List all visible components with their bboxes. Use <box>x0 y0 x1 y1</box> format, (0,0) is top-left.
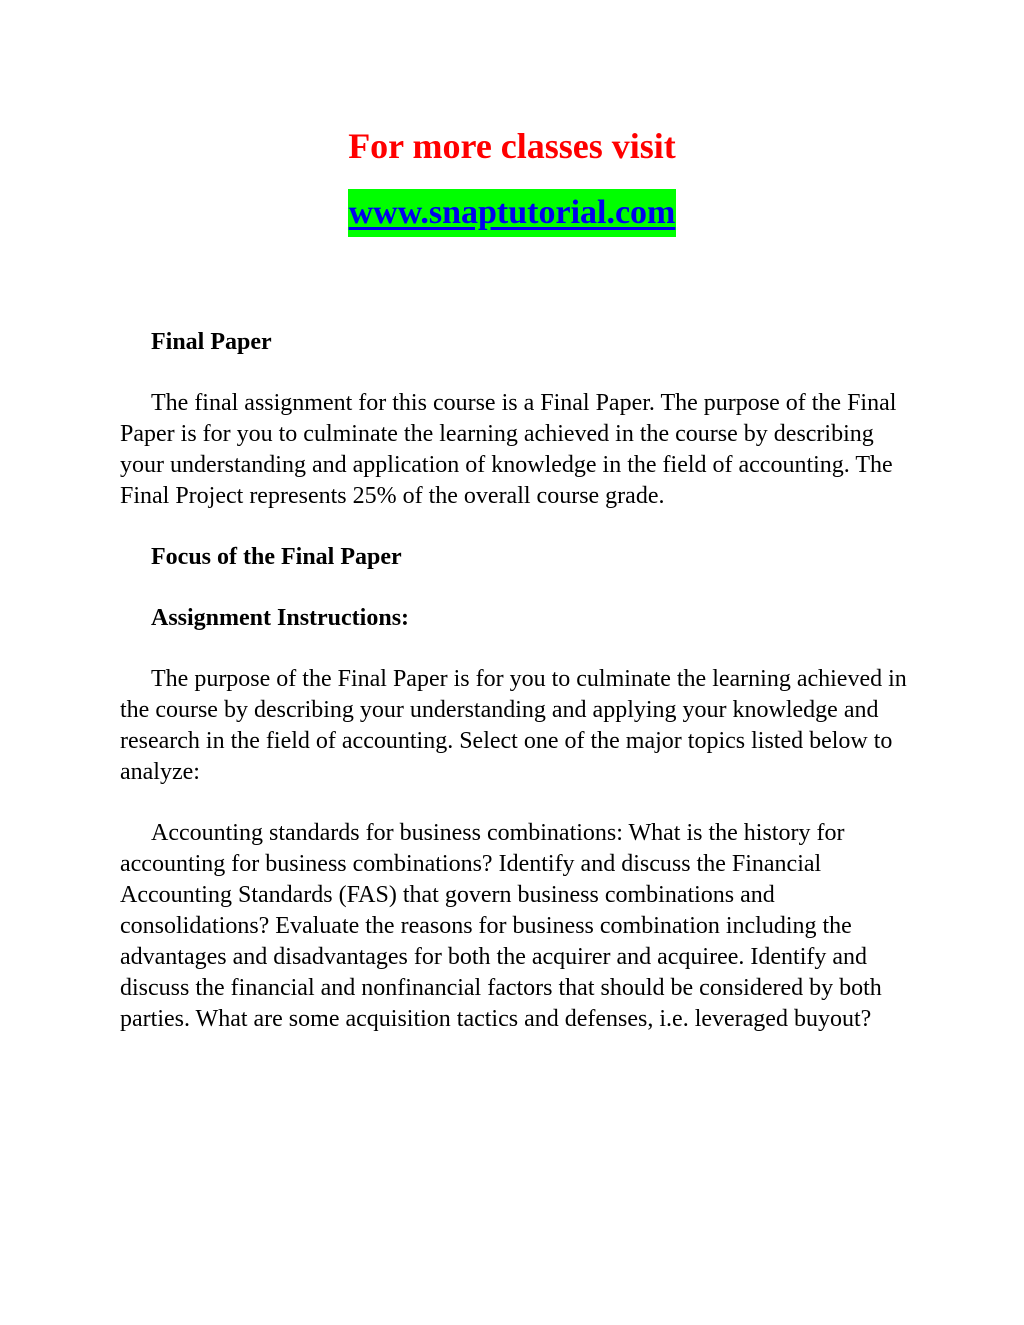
promo-title: For more classes visit <box>348 126 676 166</box>
instructions-paragraph: The purpose of the Final Paper is for you to culminate the learning achieved in the course by describing your understanding and applying your knowledge and research in the field of accounting. Select one of the major topics listed below to analyze: <box>120 666 907 785</box>
promo-link-container <box>0 189 1024 237</box>
section-heading-final-paper: Final Paper <box>151 329 272 355</box>
intro-paragraph: The final assignment for this course is a Final Paper. The purpose of the Final Paper is for you to culminate the learning achieved in the course by describing your understanding and application of knowledge in the field of accounting. The Final Project represents 25% of the overall course grade. <box>120 390 897 509</box>
topic-paragraph: Accounting standards for business combinations: What is the history for accounting for business combinations? Identify and discuss the Financial Accounting Standards (FAS) that govern business combinations and consolidations? Evaluate the reasons for business combination including the advantages and disadvantages for both the acquirer and acquiree. Identify and discuss the financial and nonfinancial factors that should be considered by both parties. What are some acquisition tactics and defenses, i.e. leveraged buyout? <box>120 820 882 1032</box>
section-heading-instructions: Assignment Instructions: <box>151 605 410 631</box>
website-link[interactable]: www.snaptutorial.com <box>348 189 677 237</box>
section-heading-focus: Focus of the Final Paper <box>151 544 402 570</box>
document-body <box>120 327 910 1065</box>
